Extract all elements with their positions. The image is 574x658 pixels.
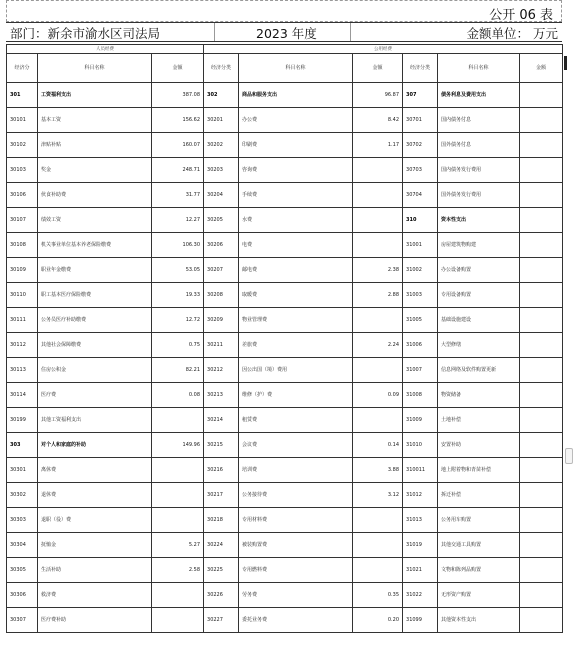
table-row (7, 583, 563, 608)
econ-code-cell: 303 (7, 433, 38, 458)
econ-code-cell: 30114 (7, 383, 38, 408)
item-name-cell: 水费 (239, 208, 353, 233)
item-name-cell: 会议费 (239, 433, 353, 458)
item-name-cell: 文物和陈列品购置 (438, 558, 520, 583)
item-name-cell: 奖金 (38, 158, 152, 183)
amount-cell (520, 183, 563, 208)
item-name-cell: 土地补偿 (438, 408, 520, 433)
amount-cell: 0.20 (353, 608, 403, 633)
econ-code-cell: 30110 (7, 283, 38, 308)
item-name-cell: 公务员医疗补助缴费 (38, 308, 152, 333)
item-name-cell: 救济费 (38, 583, 152, 608)
econ-code-cell: 31006 (403, 333, 438, 358)
item-name-cell: 工资福利支出 (38, 83, 152, 108)
econ-code-cell: 30702 (403, 133, 438, 158)
item-name-cell: 离休费 (38, 458, 152, 483)
col-header: 经济分类 (403, 54, 438, 83)
item-name-cell: 债务利息及费用支出 (438, 83, 520, 108)
econ-code-cell: 30303 (7, 508, 38, 533)
amount-cell (353, 308, 403, 333)
item-name-cell: 安置补助 (438, 433, 520, 458)
econ-code-cell: 30214 (204, 408, 239, 433)
item-name-cell: 拆迁补偿 (438, 483, 520, 508)
econ-code-cell: 30111 (7, 308, 38, 333)
item-name-cell: 办公费 (239, 108, 353, 133)
item-name-cell: 委托业务费 (239, 608, 353, 633)
econ-code-cell: 30216 (204, 458, 239, 483)
econ-code-cell: 30201 (204, 108, 239, 133)
item-name-cell: 信息网络及软件购置更新 (438, 358, 520, 383)
amount-cell: 2.38 (353, 258, 403, 283)
item-name-cell: 退休费 (38, 483, 152, 508)
item-name-cell: 房屋建筑物购建 (438, 233, 520, 258)
item-name-cell: 咨询费 (239, 158, 353, 183)
econ-code-cell: 31010 (403, 433, 438, 458)
amount-cell (520, 208, 563, 233)
table-row (7, 208, 563, 233)
item-name-cell: 职业年金缴费 (38, 258, 152, 283)
amount-cell: 31.77 (152, 183, 204, 208)
col-header: 金额 (353, 54, 403, 83)
item-name-cell: 取暖费 (239, 283, 353, 308)
item-name-cell: 国外债务付息 (438, 133, 520, 158)
item-name-cell: 物资储备 (438, 383, 520, 408)
econ-code-cell: 31001 (403, 233, 438, 258)
table-row (7, 258, 563, 283)
econ-code-cell: 30218 (204, 508, 239, 533)
item-name-cell: 国内债务付息 (438, 108, 520, 133)
item-name-cell: 医疗费 (38, 383, 152, 408)
econ-code-cell: 30307 (7, 608, 38, 633)
amount-cell (520, 408, 563, 433)
group-header-row (7, 45, 563, 54)
econ-code-cell: 30217 (204, 483, 239, 508)
econ-code-cell: 30205 (204, 208, 239, 233)
amount-cell (520, 333, 563, 358)
item-name-cell: 退职（役）费 (38, 508, 152, 533)
econ-code-cell: 30112 (7, 333, 38, 358)
amount-cell: 0.14 (353, 433, 403, 458)
econ-code-cell: 30109 (7, 258, 38, 283)
item-name-cell: 基础设施建设 (438, 308, 520, 333)
amount-cell: 0.35 (353, 583, 403, 608)
amount-cell: 12.27 (152, 208, 204, 233)
table-row (7, 158, 563, 183)
amount-cell (520, 133, 563, 158)
amount-cell (353, 533, 403, 558)
item-name-cell: 租赁费 (239, 408, 353, 433)
amount-cell (353, 558, 403, 583)
item-name-cell: 大型修缮 (438, 333, 520, 358)
table-row (7, 558, 563, 583)
econ-code-cell: 30113 (7, 358, 38, 383)
item-name-cell: 其他资本性支出 (438, 608, 520, 633)
item-name-cell: 国外债务发行费用 (438, 183, 520, 208)
item-name-cell: 差旅费 (239, 333, 353, 358)
amount-cell (152, 458, 204, 483)
econ-code-cell: 31007 (403, 358, 438, 383)
group-personnel: 人员经费 (7, 45, 204, 54)
item-name-cell: 伙食补助费 (38, 183, 152, 208)
econ-code-cell: 302 (204, 83, 239, 108)
amount-cell: 3.88 (353, 458, 403, 483)
econ-code-cell: 31005 (403, 308, 438, 333)
item-name-cell: 劳务费 (239, 583, 353, 608)
table-row (7, 483, 563, 508)
amount-cell (353, 233, 403, 258)
econ-code-cell: 31009 (403, 408, 438, 433)
item-name-cell: 国内债务发行费用 (438, 158, 520, 183)
amount-cell: 156.62 (152, 108, 204, 133)
econ-code-cell: 310 (403, 208, 438, 233)
header-divider (214, 23, 215, 41)
econ-code-cell: 30301 (7, 458, 38, 483)
item-name-cell: 生活补助 (38, 558, 152, 583)
col-header: 经济分类 (204, 54, 239, 83)
amount-cell (520, 258, 563, 283)
item-name-cell: 公务接待费 (239, 483, 353, 508)
amount-cell: 82.21 (152, 358, 204, 383)
col-header: 经济分 (7, 54, 38, 83)
amount-cell (520, 108, 563, 133)
report-year: 2023 年度 (256, 26, 317, 41)
econ-code-cell: 30211 (204, 333, 239, 358)
econ-code-cell: 30704 (403, 183, 438, 208)
econ-code-cell: 30102 (7, 133, 38, 158)
item-name-cell: 因公出国（境）费用 (239, 358, 353, 383)
econ-code-cell: 30107 (7, 208, 38, 233)
econ-code-cell: 30204 (204, 183, 239, 208)
table-row (7, 508, 563, 533)
amount-cell: 160.07 (152, 133, 204, 158)
amount-cell (353, 358, 403, 383)
department-label: 部门：新余市渝水区司法局 (10, 26, 161, 41)
amount-cell (520, 508, 563, 533)
econ-code-cell: 30227 (204, 608, 239, 633)
table-row (7, 358, 563, 383)
item-name-cell: 办公设备购置 (438, 258, 520, 283)
amount-cell (520, 158, 563, 183)
column-header-row (7, 54, 563, 83)
amount-cell (152, 608, 204, 633)
amount-cell (520, 533, 563, 558)
econ-code-cell: 31003 (403, 283, 438, 308)
amount-cell: 2.58 (152, 558, 204, 583)
item-name-cell: 商品和服务支出 (239, 83, 353, 108)
amount-cell: 149.96 (152, 433, 204, 458)
item-name-cell: 基本工资 (38, 108, 152, 133)
item-name-cell: 物业管理费 (239, 308, 353, 333)
amount-cell: 53.05 (152, 258, 204, 283)
amount-cell: 0.75 (152, 333, 204, 358)
econ-code-cell: 30202 (204, 133, 239, 158)
table-row (7, 433, 563, 458)
item-name-cell: 公务用车购置 (438, 508, 520, 533)
col-header: 金额 (520, 54, 563, 83)
item-name-cell: 专用材料费 (239, 508, 353, 533)
econ-code-cell: 30226 (204, 583, 239, 608)
amount-cell: 96.87 (353, 83, 403, 108)
econ-code-cell: 30208 (204, 283, 239, 308)
econ-code-cell: 30101 (7, 108, 38, 133)
econ-code-cell: 30103 (7, 158, 38, 183)
amount-cell: 106.30 (152, 233, 204, 258)
expenditure-table (6, 44, 563, 633)
item-name-cell: 无形资产购置 (438, 583, 520, 608)
amount-cell: 0.09 (353, 383, 403, 408)
item-name-cell: 医疗费补助 (38, 608, 152, 633)
item-name-cell: 专用设备购置 (438, 283, 520, 308)
item-name-cell: 抚恤金 (38, 533, 152, 558)
amount-cell (520, 558, 563, 583)
econ-code-cell: 30213 (204, 383, 239, 408)
item-name-cell: 其他工资福利支出 (38, 408, 152, 433)
econ-code-cell: 31002 (403, 258, 438, 283)
amount-cell (520, 308, 563, 333)
amount-cell (152, 408, 204, 433)
econ-code-cell: 30212 (204, 358, 239, 383)
table-row (7, 283, 563, 308)
col-header: 科目名称 (38, 54, 152, 83)
header-divider (350, 23, 351, 41)
form-number-bar (6, 0, 562, 22)
amount-cell (152, 508, 204, 533)
document-page (6, 0, 562, 658)
group-public: 公用经费 (204, 45, 563, 54)
amount-cell (353, 158, 403, 183)
item-name-cell: 其他交通工具购置 (438, 533, 520, 558)
amount-cell: 0.08 (152, 383, 204, 408)
item-name-cell: 手续费 (239, 183, 353, 208)
amount-cell (520, 83, 563, 108)
table-row (7, 83, 563, 108)
table-row (7, 458, 563, 483)
item-name-cell: 邮电费 (239, 258, 353, 283)
amount-cell (520, 483, 563, 508)
amount-cell (520, 283, 563, 308)
econ-code-cell: 30108 (7, 233, 38, 258)
amount-cell (520, 433, 563, 458)
econ-code-cell: 30207 (204, 258, 239, 283)
item-name-cell: 机关事业单位基本养老保险缴费 (38, 233, 152, 258)
item-name-cell: 津贴补贴 (38, 133, 152, 158)
amount-cell (353, 183, 403, 208)
econ-code-cell: 30199 (7, 408, 38, 433)
col-header: 科目名称 (438, 54, 520, 83)
econ-code-cell: 30224 (204, 533, 239, 558)
table-row (7, 333, 563, 358)
table-row (7, 233, 563, 258)
col-header: 金额 (152, 54, 204, 83)
table-row (7, 533, 563, 558)
amount-cell: 19.33 (152, 283, 204, 308)
item-name-cell: 印刷费 (239, 133, 353, 158)
amount-cell (520, 383, 563, 408)
item-name-cell: 住房公积金 (38, 358, 152, 383)
item-name-cell: 被装购置费 (239, 533, 353, 558)
amount-cell: 2.24 (353, 333, 403, 358)
amount-cell (152, 483, 204, 508)
amount-unit: 金额单位： 万元 (466, 26, 558, 41)
table-row (7, 308, 563, 333)
econ-code-cell: 31021 (403, 558, 438, 583)
col-header: 科目名称 (239, 54, 353, 83)
item-name-cell: 电费 (239, 233, 353, 258)
table-row (7, 383, 563, 408)
amount-cell (353, 208, 403, 233)
econ-code-cell: 301 (7, 83, 38, 108)
item-name-cell: 维修（护）费 (239, 383, 353, 408)
page-edge-marker (564, 56, 567, 70)
econ-code-cell: 30701 (403, 108, 438, 133)
item-name-cell: 资本性支出 (438, 208, 520, 233)
econ-code-cell: 31022 (403, 583, 438, 608)
table-row (7, 608, 563, 633)
item-name-cell: 专用燃料费 (239, 558, 353, 583)
item-name-cell: 其他社会保障缴费 (38, 333, 152, 358)
form-number: 公开 06 表 (489, 8, 553, 23)
econ-code-cell: 30215 (204, 433, 239, 458)
econ-code-cell: 30106 (7, 183, 38, 208)
econ-code-cell: 31012 (403, 483, 438, 508)
amount-cell: 1.17 (353, 133, 403, 158)
amount-cell (520, 458, 563, 483)
table-row (7, 108, 563, 133)
econ-code-cell: 30305 (7, 558, 38, 583)
amount-cell: 5.27 (152, 533, 204, 558)
table-row (7, 408, 563, 433)
amount-cell: 3.12 (353, 483, 403, 508)
econ-code-cell: 30203 (204, 158, 239, 183)
econ-code-cell: 310011 (403, 458, 438, 483)
item-name-cell: 培训费 (239, 458, 353, 483)
report-header (6, 22, 562, 42)
econ-code-cell: 31019 (403, 533, 438, 558)
scrollbar-thumb[interactable] (565, 448, 573, 464)
amount-cell (353, 408, 403, 433)
econ-code-cell: 30209 (204, 308, 239, 333)
item-name-cell: 地上附着物和青苗补偿 (438, 458, 520, 483)
econ-code-cell: 30225 (204, 558, 239, 583)
amount-cell: 2.88 (353, 283, 403, 308)
item-name-cell: 对个人和家庭的补助 (38, 433, 152, 458)
item-name-cell: 绩效工资 (38, 208, 152, 233)
amount-cell (353, 508, 403, 533)
econ-code-cell: 31099 (403, 608, 438, 633)
amount-cell (520, 233, 563, 258)
amount-cell (520, 358, 563, 383)
econ-code-cell: 30304 (7, 533, 38, 558)
amount-cell: 12.72 (152, 308, 204, 333)
econ-code-cell: 30302 (7, 483, 38, 508)
amount-cell: 8.42 (353, 108, 403, 133)
amount-cell (520, 583, 563, 608)
econ-code-cell: 31008 (403, 383, 438, 408)
amount-cell (520, 608, 563, 633)
table-row (7, 183, 563, 208)
econ-code-cell: 307 (403, 83, 438, 108)
amount-cell: 387.08 (152, 83, 204, 108)
amount-cell: 248.71 (152, 158, 204, 183)
econ-code-cell: 30306 (7, 583, 38, 608)
amount-cell (152, 583, 204, 608)
econ-code-cell: 30206 (204, 233, 239, 258)
econ-code-cell: 30703 (403, 158, 438, 183)
item-name-cell: 职工基本医疗保险缴费 (38, 283, 152, 308)
table-row (7, 133, 563, 158)
econ-code-cell: 31013 (403, 508, 438, 533)
